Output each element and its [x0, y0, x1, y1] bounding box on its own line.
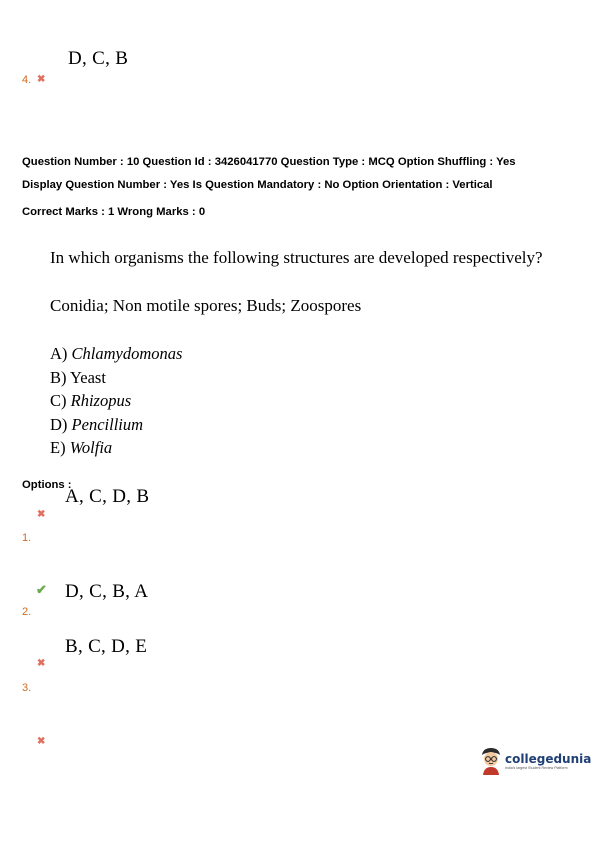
cross-icon: ✖ — [37, 736, 46, 747]
question-item-letter: A) — [50, 344, 68, 363]
question-item-name: Chlamydomonas — [71, 344, 183, 363]
question-meta-line-2: Display Question Number : Yes Is Question Mandatory : No Option Orientation : Vertical — [22, 179, 493, 191]
option-1-number: 1. — [22, 532, 32, 544]
question-meta-line-1: Question Number : 10 Question Id : 3426041770 Question Type : MCQ Option Shuffling : Yes — [22, 156, 516, 168]
cross-icon: ✖ — [37, 74, 46, 85]
question-structures: Conidia; Non motile spores; Buds; Zoospores — [50, 296, 362, 315]
question-item-letter: D) — [50, 414, 68, 434]
option-3-text: B, C, D, E — [65, 636, 148, 657]
options-label: Options : — [22, 479, 72, 491]
logo-brand-name: collegedunia — [505, 752, 592, 766]
question-item-list — [50, 342, 182, 460]
question-item — [50, 366, 182, 390]
prev-option-4-text: D, C, B — [68, 48, 129, 69]
logo-tagline: India's largest Student Review Platform — [505, 766, 568, 770]
check-icon: ✔ — [36, 582, 47, 597]
option-2-number: 2. — [22, 606, 32, 618]
collegedunia-logo — [479, 746, 591, 776]
prev-option-4-number: 4. — [22, 74, 32, 86]
question-item-name: Wolfia — [69, 438, 113, 457]
option-3-number: 3. — [22, 682, 32, 694]
question-item-name: Rhizopus — [70, 391, 132, 410]
question-text: In which organisms the following structures are developed respectively? — [50, 248, 543, 267]
question-item-letter: E) — [50, 438, 66, 457]
question-item-name: Yeast — [70, 367, 106, 387]
cross-icon: ✖ — [37, 509, 46, 520]
question-item — [50, 389, 182, 413]
logo-text-block — [505, 752, 591, 770]
student-mascot-icon — [479, 746, 503, 776]
question-meta-line-3: Correct Marks : 1 Wrong Marks : 0 — [22, 206, 206, 218]
question-item — [50, 413, 182, 437]
question-item-name: Pencillium — [71, 414, 144, 434]
cross-icon: ✖ — [37, 658, 46, 669]
question-item-letter: B) — [50, 367, 67, 387]
question-item — [50, 436, 182, 460]
question-item — [50, 342, 182, 366]
question-item-letter: C) — [50, 391, 67, 410]
option-1-text: A, C, D, B — [65, 486, 150, 507]
option-2-text: D, C, B, A — [65, 581, 149, 602]
